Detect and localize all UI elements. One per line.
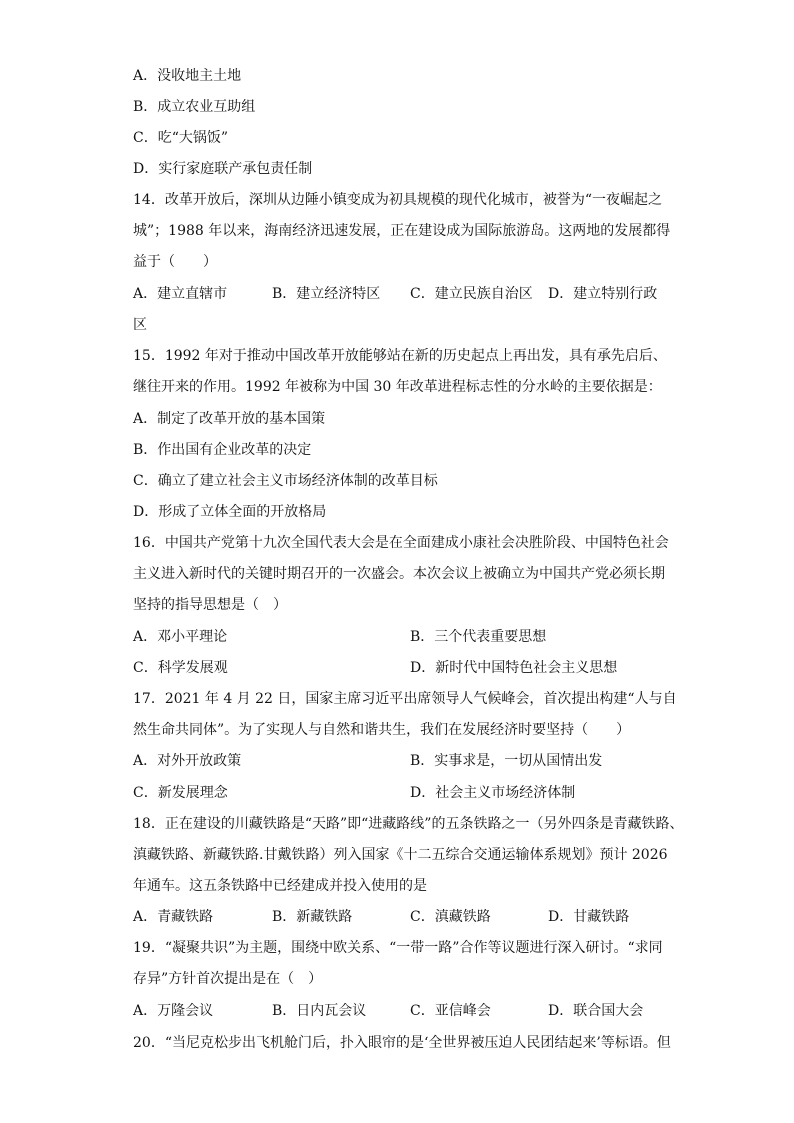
question-text-line: 年通车。这五条铁路中已经建成并投入使用的是 [133, 878, 427, 894]
question-text-line: 益于（ ） [133, 254, 217, 270]
option-d: D．新时代中国特色社会主义思想 [410, 660, 618, 676]
option-d: D．联合国大会 [548, 1003, 644, 1019]
option-b: B．实事求是，一切从国情出发 [410, 753, 603, 769]
option-c: C．确立了建立社会主义市场经济体制的改革目标 [133, 473, 438, 489]
option-b: B．三个代表重要思想 [410, 629, 547, 645]
question-text-line: 20．“当尼克松步出飞机舱门后，扑入眼帘的是‘全世界被压迫人民团结起来’等标语。但 [133, 1035, 671, 1051]
question-text-line: 18．正在建设的川藏铁路是“天路”即“进藏路线”的五条铁路之一（另外四条是青藏铁路、 [133, 816, 684, 832]
option-a: A．邓小平理论 [133, 629, 228, 645]
question-text-line: 继往开来的作用。1992 年被称为中国 30 年改革进程标志性的分水岭的主要依据是： [133, 379, 662, 395]
option-a: A．青藏铁路 [133, 909, 214, 925]
option-c: C．新发展理念 [133, 785, 228, 801]
option-c: C．科学发展观 [133, 660, 228, 676]
option-b: B．新藏铁路 [272, 909, 353, 925]
option-b: B．成立农业互助组 [133, 99, 256, 115]
question-text-line: 城”；1988 年以来，海南经济迅速发展，正在建设成为国际旅游岛。这两地的发展都得 [133, 223, 671, 239]
question-text-line: 19．“凝聚共识”为主题，围绕中欧关系、“一带一路”合作等议题进行深入研讨。“求同 [133, 940, 663, 956]
option-c: C．吃“大锅饭” [133, 130, 229, 146]
option-d: D．实行家庭联产承包责任制 [133, 161, 313, 177]
option-a: A．万隆会议 [133, 1003, 214, 1019]
option-b: B．日内瓦会议 [272, 1003, 367, 1019]
option-a: A．建立直辖市 [133, 286, 228, 302]
question-text-line: 17．2021 年 4 月 22 日，国家主席习近平出席领导人气候峰会，首次提出构建“人与自 [133, 691, 677, 707]
question-text-line: 坚持的指导思想是（ ） [133, 597, 287, 613]
option-d: D．形成了立体全面的开放格局 [133, 504, 327, 520]
option-c: C．建立民族自治区 [410, 286, 533, 302]
question-text-line: 滇藏铁路、新藏铁路.甘戴铁路）列入国家《十二五综合交通运输体系规划》预计 2026 [133, 847, 668, 863]
option-d: D．甘藏铁路 [548, 909, 630, 925]
option-a: A．制定了改革开放的基本国策 [133, 411, 326, 427]
option-a: A．对外开放政策 [133, 753, 242, 769]
option-d-wrap: 区 [133, 317, 147, 333]
question-text-line: 16．中国共产党第十九次全国代表大会是在全面建成小康社会决胜阶段、中国特色社会 [133, 535, 669, 551]
question-text-line: 存异”方针首次提出是在（ ） [133, 971, 323, 987]
option-a: A．没收地主土地 [133, 68, 242, 84]
option-d: D．建立特别行政 [548, 286, 658, 302]
question-text-line: 然生命共同体”。为了实现人与自然和谐共生，我们在发展经济时要坚持（ ） [133, 722, 631, 738]
question-text-line: 主义进入新时代的关键时期召开的一次盛会。本次会议上被确立为中国共产党必须长期 [133, 566, 665, 582]
option-b: B．作出国有企业改革的决定 [133, 442, 312, 458]
option-d: D．社会主义市场经济体制 [410, 785, 576, 801]
question-text-line: 15．1992 年对于推动中国改革开放能够站在新的历史起点上再出发，具有承先启后、 [133, 348, 667, 364]
question-text-line: 14．改革开放后，深圳从边陲小镇变成为初具规模的现代化城市，被誉为“一夜崛起之 [133, 192, 662, 208]
option-c: C．亚信峰会 [410, 1003, 491, 1019]
option-b: B．建立经济特区 [272, 286, 381, 302]
option-c: C．滇藏铁路 [410, 909, 491, 925]
